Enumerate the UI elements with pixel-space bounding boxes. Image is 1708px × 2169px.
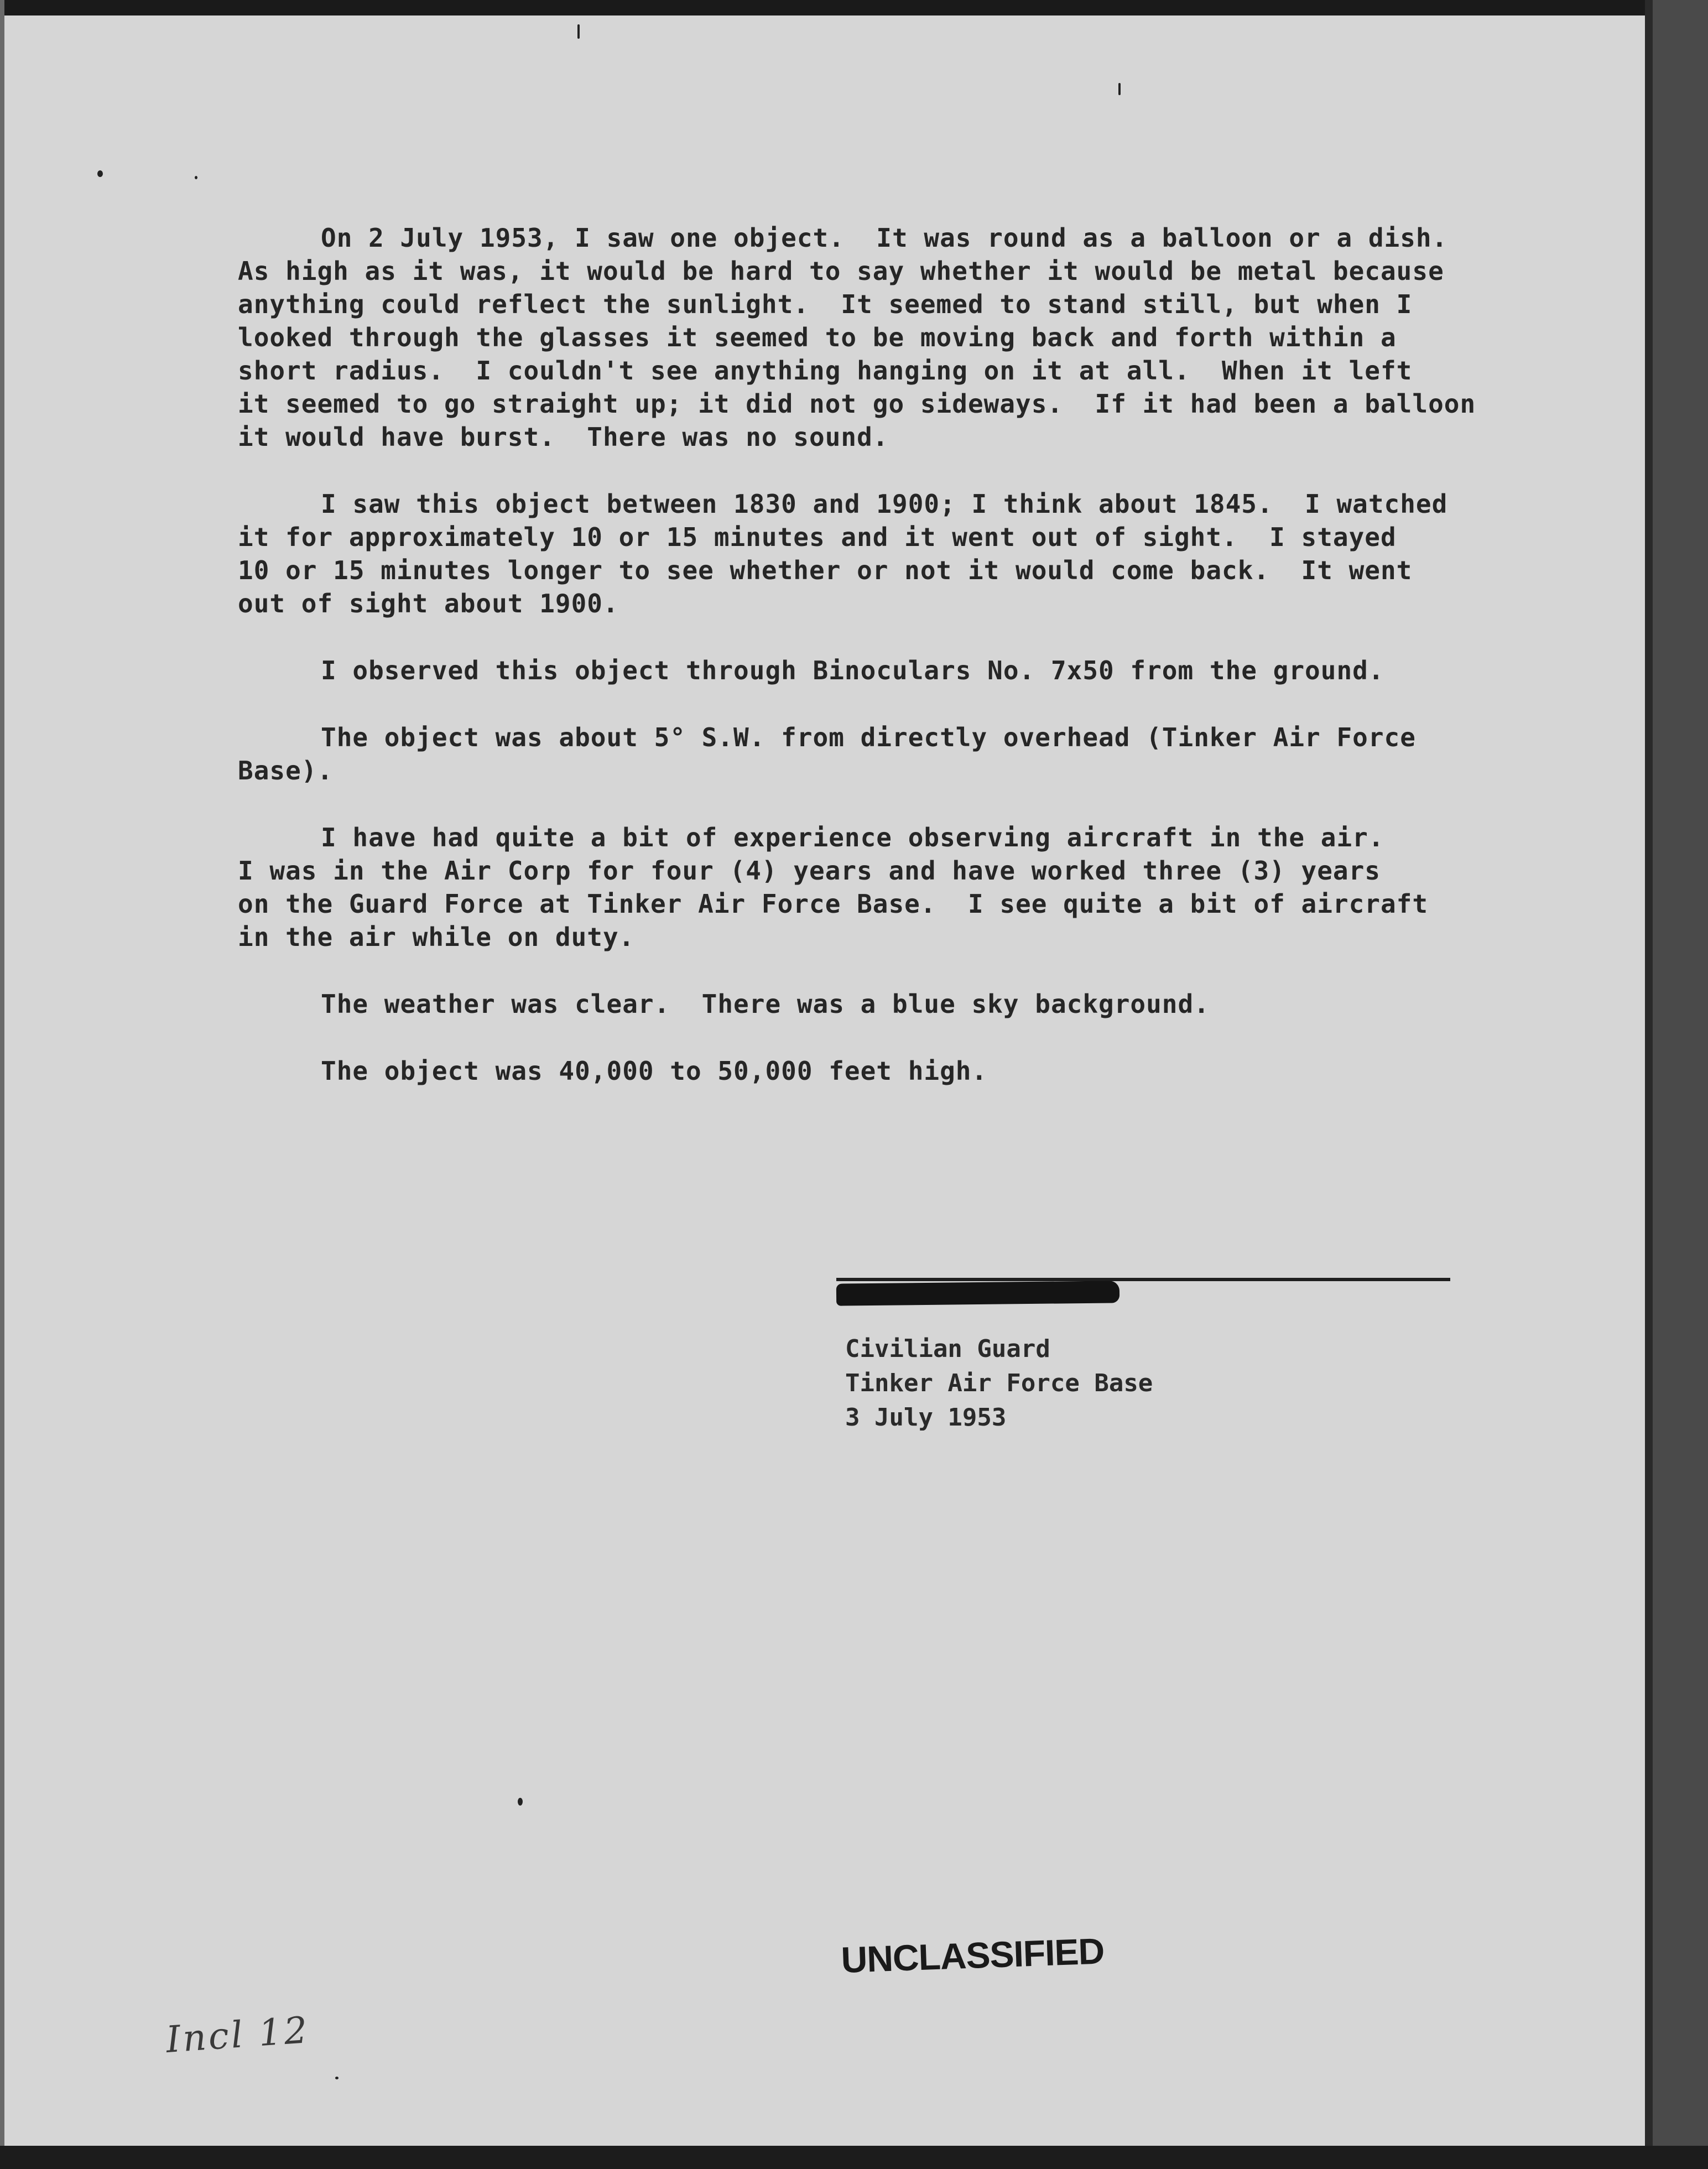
scan-speck [97,170,103,177]
signature-block [845,1332,1153,1435]
text-line: On 2 July 1953, I saw one object. It was round as a balloon or a dish. [321,223,1448,253]
text-line: anything could reflect the sunlight. It seemed to stand still, but when I [238,289,1413,319]
paragraph-sighting-description [238,221,1554,454]
signature-date: 3 July 1953 [845,1403,1007,1432]
scan-speck [335,2077,339,2079]
paragraph-observer-experience [238,821,1554,954]
text-line: I have had quite a bit of experience observing aircraft in the air. [321,823,1384,852]
signer-title: Civilian Guard [845,1335,1050,1363]
text-line: I was in the Air Corp for four (4) years and have worked three (3) years [238,856,1381,886]
letter-body [238,221,1554,1121]
scan-speck [1118,83,1121,95]
text-line: on the Guard Force at Tinker Air Force Base. I see quite a bit of aircraft [238,889,1429,919]
text-line: I observed this object through Binoculars No. 7x50 from the ground. [321,656,1384,685]
text-line: in the air while on duty. [238,922,635,952]
text-line: The object was 40,000 to 50,000 feet high. [321,1056,988,1086]
text-line: out of sight about 1900. [238,589,619,618]
paragraph-object-direction [238,721,1554,787]
text-line: it seemed to go straight up; it did not go sideways. If it had been a balloon [238,389,1476,419]
text-line: it would have burst. There was no sound. [238,422,889,452]
text-line: The object was about 5° S.W. from directly overhead (Tinker Air Force [321,722,1416,752]
paragraph-observation-method [238,654,1554,687]
classification-stamp: UNCLASSIFIED [840,1930,1105,1981]
text-line: The weather was clear. There was a blue sky background. [321,989,1210,1019]
scan-speck [518,1798,523,1806]
paragraph-weather [238,987,1554,1021]
text-line: Base). [238,756,334,786]
scan-border-top [0,0,1708,15]
scan-speck [195,176,197,179]
text-line: it for approximately 10 or 15 minutes and it went out of sight. I stayed [238,522,1397,552]
handwritten-inclosure-note: Incl 12 [164,2009,311,2061]
text-line: I saw this object between 1830 and 1900; I think about 1845. I watched [321,489,1448,519]
scan-speck [577,24,580,39]
paragraph-altitude [238,1054,1554,1088]
scan-border-right [1653,0,1708,2169]
text-line: As high as it was, it would be hard to say whether it would be metal because [238,256,1444,286]
scan-border-right-inner [1645,0,1653,2169]
redacted-signature [836,1281,1119,1305]
text-line: 10 or 15 minutes longer to see whether or not it would come back. It went [238,555,1413,585]
signer-location: Tinker Air Force Base [845,1369,1153,1397]
signature-line [836,1278,1450,1281]
scan-border-bottom [0,2146,1708,2169]
text-line: short radius. I couldn't see anything hanging on it at all. When it left [238,356,1413,386]
paragraph-sighting-time [238,487,1554,620]
text-line: looked through the glasses it seemed to be moving back and forth within a [238,323,1397,352]
scan-border-left [0,0,4,2169]
